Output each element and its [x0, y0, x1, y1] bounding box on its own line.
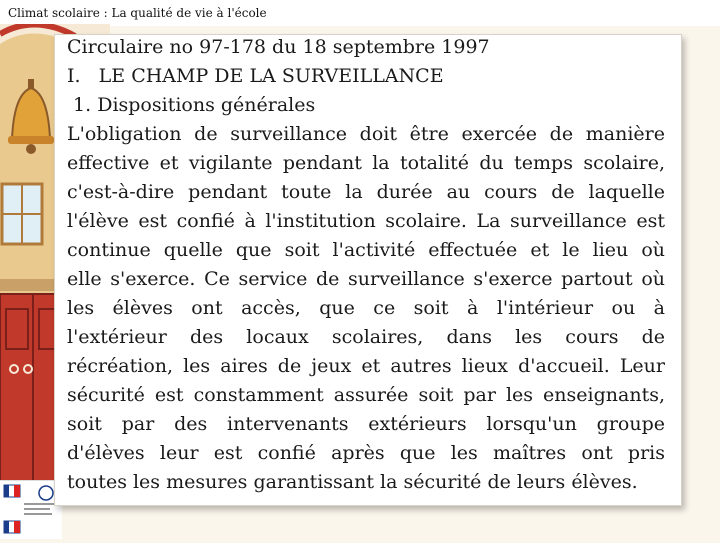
body-line: les élèves ont accès, que ce soit à l'intérieur ou à [67, 297, 665, 319]
body-line: d'élèves leur est confié après que les maîtres ont pris [67, 442, 665, 464]
body-line: l'extérieur des locaux scolaires, dans les cours de [67, 326, 665, 348]
body-line: toutes les mesures garantissant la sécurité de leurs élèves. [67, 471, 638, 493]
slide-header [0, 0, 720, 26]
circular-reference: Circulaire no 97-178 du 18 septembre 1997 [67, 36, 490, 58]
body-line: L'obligation de surveillance doit être exercée de manière [67, 123, 665, 145]
body-line: soit par des intervenants extérieurs lorsqu'un groupe [67, 413, 665, 435]
body-line: continue quelle que soit l'activité effectuée et le lieu où [67, 239, 665, 261]
body-paragraph [67, 120, 665, 497]
body-line: l'élève est confié à l'institution scolaire. La surveillance est [67, 210, 665, 232]
ministry-logo [0, 480, 62, 539]
section-heading: I. LE CHAMP DE LA SURVEILLANCE [67, 65, 444, 87]
document-content [67, 33, 665, 497]
body-line: effective et vigilante pendant la totalité du temps scolaire, [67, 152, 665, 174]
slide-title: Climat scolaire : La qualité de vie à l'école [8, 6, 267, 20]
subsection-heading: 1. Dispositions générales [67, 94, 316, 116]
body-line: sécurité est constamment assurée soit par les enseignants, [67, 384, 665, 406]
body-line: récréation, les aires de jeux et autres lieux d'accueil. Leur [67, 355, 665, 377]
body-line: c'est-à-dire pendant toute la durée au cours de laquelle [67, 181, 665, 203]
window-icon [2, 184, 42, 244]
body-line: elle s'exerce. Ce service de surveillance s'exerce partout où [67, 268, 665, 290]
